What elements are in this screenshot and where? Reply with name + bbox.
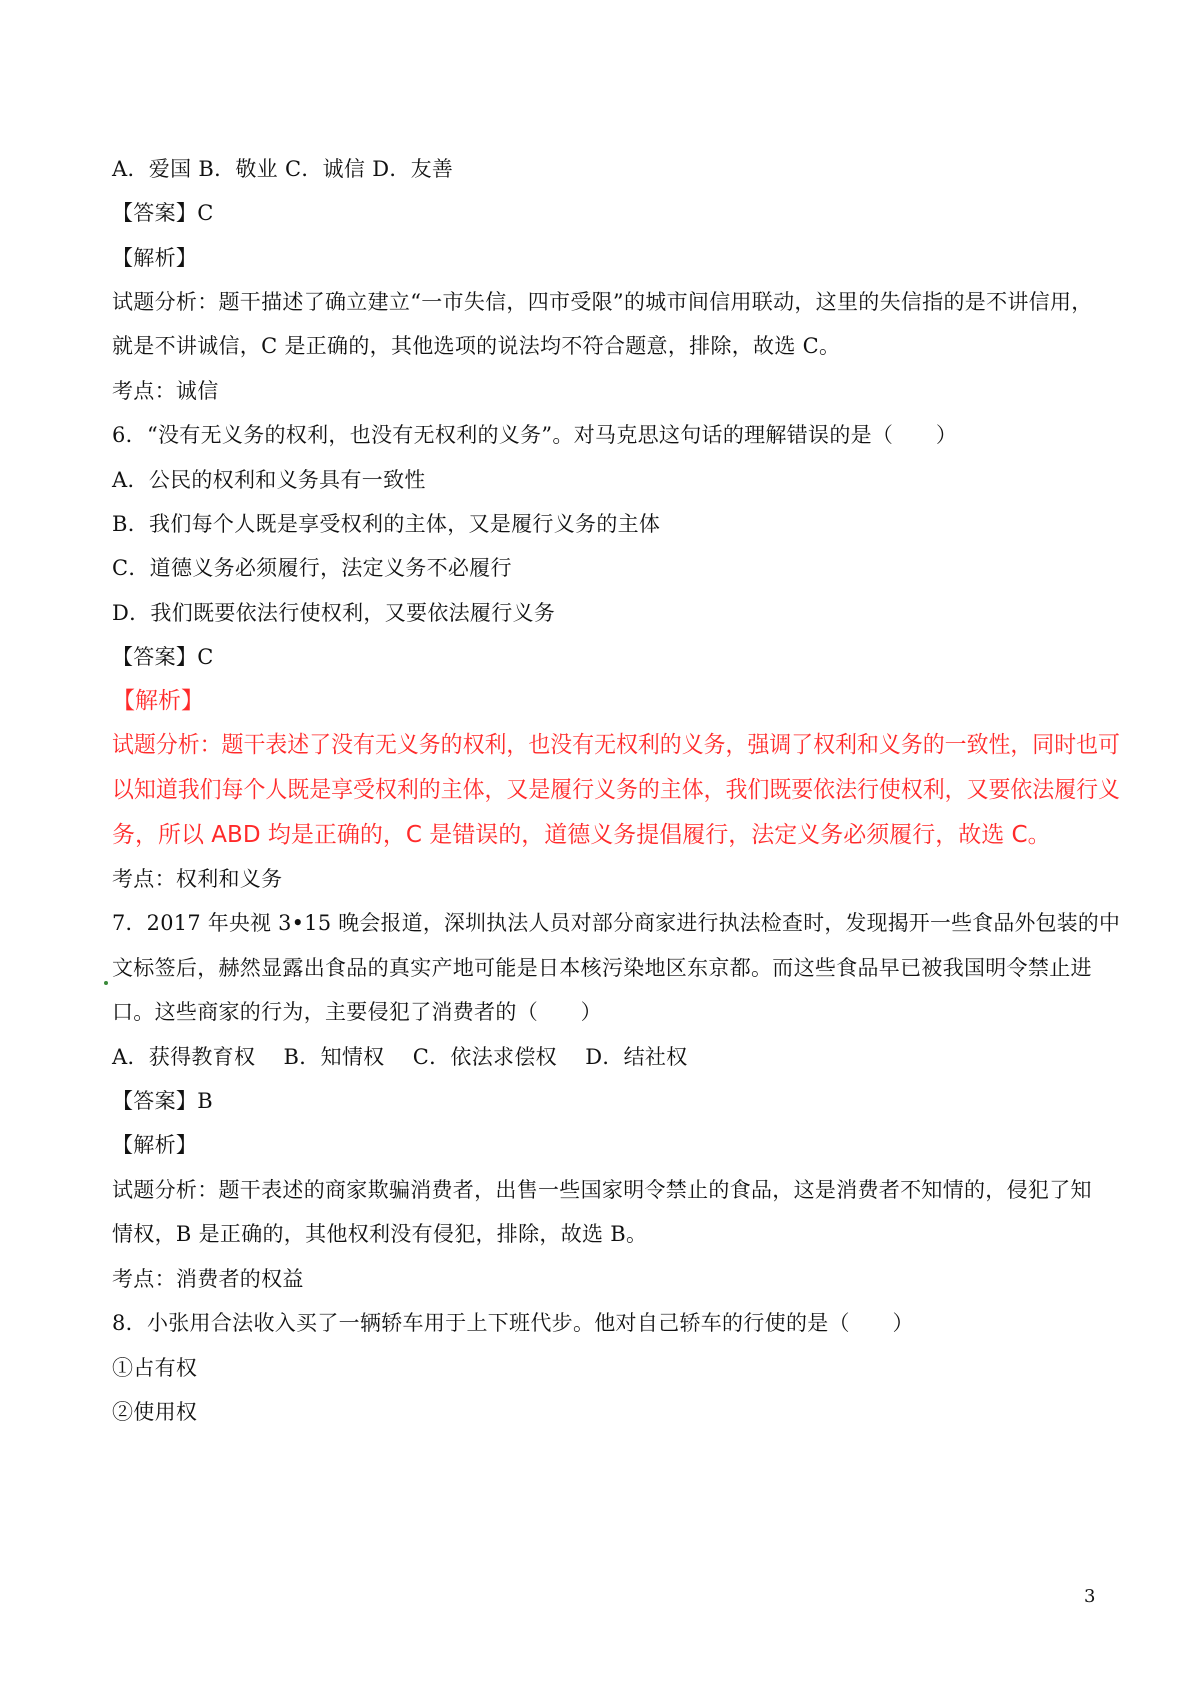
q5-point: 考点：诚信 xyxy=(112,379,219,403)
q6-analysis-line2: 以知道我们每个人既是享受权利的主体，又是履行义务的主体，我们既要依法行使权利，又要依法履行义 xyxy=(112,777,1120,803)
q7-analysis-line2: 情权，B 是正确的，其他权利没有侵犯，排除，故选 B。 xyxy=(112,1222,648,1246)
q7-stem-line1: 7．2017 年央视 3•15 晚会报道，深圳执法人员对部分商家进行执法检查时，发现揭开一些食品外包装的中 xyxy=(112,911,1121,935)
q5-analysis-line1: 试题分析：题干描述了确立建立“一市失信，四市受限”的城市间信用联动，这里的失信指的是不讲信用， xyxy=(112,290,1093,314)
q6-stem: 6．“没有无义务的权利，也没有无权利的义务”。对马克思这句话的理解错误的是（ ） xyxy=(112,423,958,447)
q7-options: A．获得教育权 B．知情权 C．依法求偿权 D．结社权 xyxy=(112,1045,688,1069)
q6-point: 考点：权利和义务 xyxy=(112,867,283,891)
q7-stem-line2: 文标签后，赫然显露出食品的真实产地可能是日本核污染地区东京都。而这些食品早已被我国明令禁止进 xyxy=(112,956,1092,980)
q8-item1: ①占有权 xyxy=(112,1356,198,1380)
q5-options: A．爱国 B．敬业 C．诚信 D．友善 xyxy=(112,157,454,181)
q8-stem: 8．小张用合法收入买了一辆轿车用于上下班代步。他对自己轿车的行使的是（ ） xyxy=(112,1311,914,1335)
q6-option-b: B．我们每个人既是享受权利的主体，又是履行义务的主体 xyxy=(112,512,661,536)
q5-analysis-heading: 【解析】 xyxy=(112,246,198,270)
q6-option-a: A．公民的权利和义务具有一致性 xyxy=(112,468,426,492)
q7-stem-line3: 口。这些商家的行为，主要侵犯了消费者的（ ） xyxy=(112,1000,602,1024)
q6-answer: 【答案】C xyxy=(112,645,214,669)
q6-option-d: D．我们既要依法行使权利，又要依法履行义务 xyxy=(112,601,556,625)
q6-option-c: C．道德义务必须履行，法定义务不必履行 xyxy=(112,556,512,580)
q7-analysis-line1: 试题分析：题干表述的商家欺骗消费者，出售一些国家明令禁止的食品，这是消费者不知情的，侵犯了知 xyxy=(112,1178,1092,1202)
q5-analysis-line2: 就是不讲诚信，C 是正确的，其他选项的说法均不符合题意，排除，故选 C。 xyxy=(112,334,841,358)
q7-answer: 【答案】B xyxy=(112,1089,213,1113)
q5-answer: 【答案】C xyxy=(112,201,214,225)
revision-mark xyxy=(104,981,108,985)
page-number: 3 xyxy=(1084,1586,1096,1607)
q6-analysis-heading: 【解析】 xyxy=(112,688,204,714)
q8-item2: ②使用权 xyxy=(112,1400,198,1424)
q7-analysis-heading: 【解析】 xyxy=(112,1133,198,1157)
q6-analysis-line1: 试题分析：题干表述了没有无义务的权利，也没有无权利的义务，强调了权利和义务的一致性，同时也可 xyxy=(112,732,1120,758)
q7-point: 考点：消费者的权益 xyxy=(112,1267,304,1291)
q6-analysis-line3: 务，所以 ABD 均是正确的，C 是错误的，道德义务提倡履行，法定义务必须履行，故选 C。 xyxy=(112,822,1051,848)
